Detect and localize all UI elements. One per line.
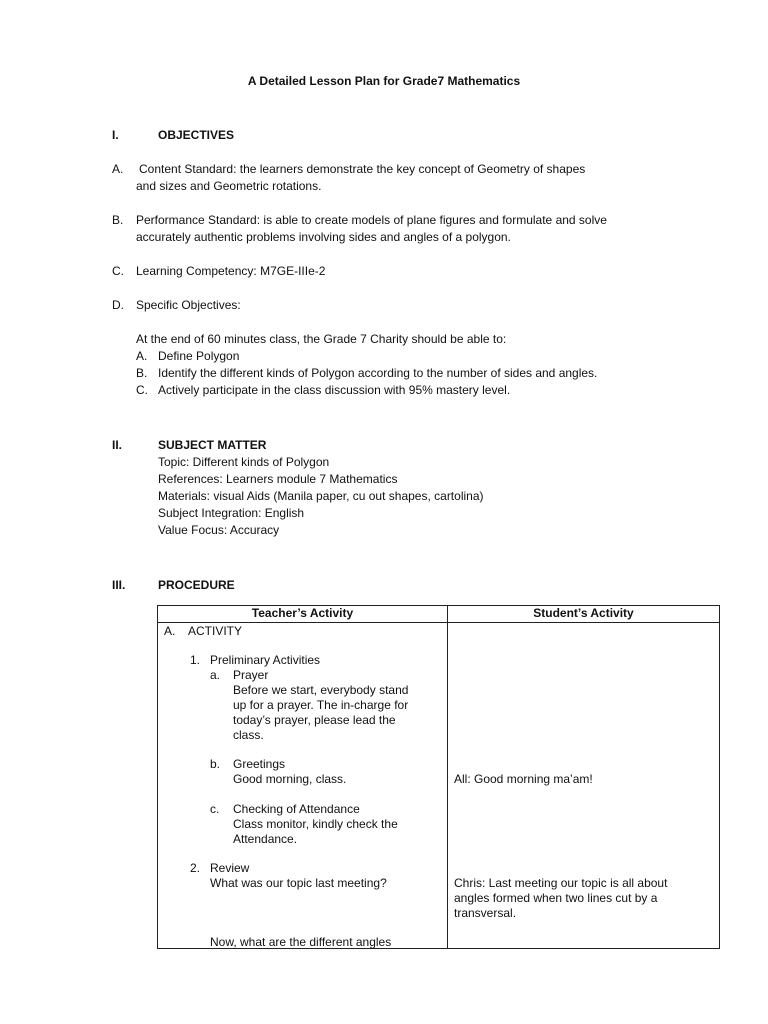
student-answer: transversal. (454, 906, 517, 920)
prayer-text: up for a prayer. The in-charge for (233, 698, 409, 712)
greetings-heading: Greetings (233, 757, 286, 771)
greetings-letter: b. (210, 757, 221, 771)
subject-value-focus: Value Focus: Accuracy (158, 523, 280, 537)
objective-c-letter: C. (112, 264, 124, 278)
section-heading-objectives: OBJECTIVES (158, 128, 235, 142)
activity-heading: ACTIVITY (188, 624, 243, 638)
subject-references: References: Learners module 7 Mathematics (158, 472, 398, 486)
section-numeral-objectives: I. (112, 128, 119, 142)
performance-standard-line1: Performance Standard: is able to create models of plane figures and formulate and solve (136, 213, 607, 227)
attendance-letter: c. (210, 802, 220, 816)
activity-letter: A. (164, 624, 176, 638)
section-numeral-subject-matter: II. (112, 438, 123, 452)
preliminary-activities: Preliminary Activities (210, 653, 321, 667)
prayer-text: class. (233, 728, 264, 742)
review-question: What was our topic last meeting? (210, 876, 387, 890)
specific-objectives-label: Specific Objectives: (136, 298, 241, 312)
table-header-row (158, 606, 720, 623)
specific-objective-letter: A. (136, 349, 148, 363)
review-heading: Review (210, 861, 250, 875)
content-standard-line1: Content Standard: the learners demonstrate the key concept of Geometry of shapes (139, 162, 586, 176)
content-standard-line2: and sizes and Geometric rotations. (136, 179, 322, 193)
angles-question: Now, what are the different angles (210, 935, 392, 949)
greeting-reply: All: Good morning ma’am! (454, 772, 593, 786)
specific-objectives-intro: At the end of 60 minutes class, the Grade 7 Charity should be able to: (136, 332, 507, 346)
preliminary-number: 1. (190, 653, 201, 667)
subject-integration: Subject Integration: English (158, 506, 305, 520)
learning-competency: Learning Competency: M7GE-IIIe-2 (136, 264, 326, 278)
student-answer: Chris: Last meeting our topic is all about (454, 876, 668, 890)
document-title: A Detailed Lesson Plan for Grade7 Mathematics (247, 74, 521, 88)
specific-objective-letter: B. (136, 366, 148, 380)
greetings-text: Good morning, class. (233, 772, 347, 786)
review-number: 2. (190, 861, 201, 875)
objective-a-letter: A. (112, 162, 124, 176)
section-numeral-procedure: III. (112, 578, 126, 592)
prayer-letter: a. (210, 668, 221, 682)
subject-topic: Topic: Different kinds of Polygon (158, 455, 330, 469)
objective-d-letter: D. (112, 298, 124, 312)
specific-objective-item: Define Polygon (158, 349, 240, 363)
section-heading-procedure: PROCEDURE (158, 578, 235, 592)
objective-b-letter: B. (112, 213, 124, 227)
student-answer: angles formed when two lines cut by a (454, 891, 658, 905)
prayer-text: today’s prayer, please lead the (233, 713, 396, 727)
prayer-text: Before we start, everybody stand (233, 683, 409, 697)
attendance-text: Class monitor, kindly check the (233, 817, 398, 831)
specific-objective-letter: C. (136, 383, 148, 397)
student-activity-cell (448, 623, 720, 949)
teacher-activity-cell (158, 623, 448, 949)
prayer-heading: Prayer (233, 668, 269, 682)
teacher-activity-header: Teacher’s Activity (158, 606, 448, 623)
student-activity-header: Student’s Activity (448, 606, 720, 623)
section-heading-subject-matter: SUBJECT MATTER (158, 438, 267, 452)
specific-objective-item: Identify the different kinds of Polygon according to the number of sides and angles. (158, 366, 598, 380)
performance-standard-line2: accurately authentic problems involving sides and angles of a polygon. (136, 230, 511, 244)
attendance-heading: Checking of Attendance (233, 802, 360, 816)
subject-materials: Materials: visual Aids (Manila paper, cu out shapes, cartolina) (158, 489, 484, 503)
attendance-text: Attendance. (233, 832, 298, 846)
table-row (158, 623, 720, 949)
specific-objective-item: Actively participate in the class discussion with 95% mastery level. (158, 383, 511, 397)
procedure-table (157, 605, 720, 949)
